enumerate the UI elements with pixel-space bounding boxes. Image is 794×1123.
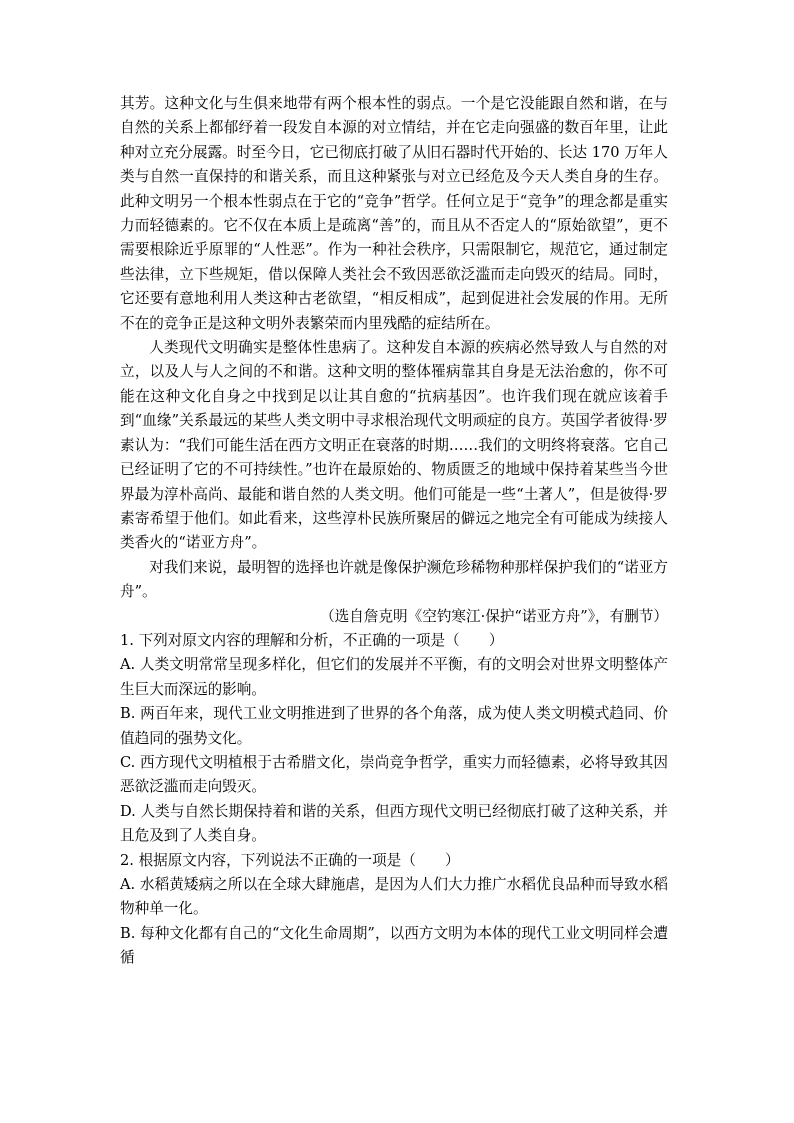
question-2 (120, 849, 668, 971)
question-2-option-a: A. 水稻黄矮病之所以在全球大肆施虐，是因为人们大力推广水稻优良品种而导致水稻物种单一化。 (120, 876, 668, 918)
question-1-option-b: B. 两百年来，现代工业文明推进到了世界的各个角落，成为使人类文明模式趋同、价值趋同的强势文化。 (120, 705, 668, 747)
question-1 (120, 629, 668, 849)
question-1-option-d: D. 人类与自然长期保持着和谐的关系，但西方现代文明已经彻底打破了这种关系，并且危及到了人类自身。 (120, 802, 668, 845)
question-1-option-a: A. 人类文明常常呈现多样化，但它们的发展并不平衡，有的文明会对世界文明整体产生巨大而深远的影响。 (120, 656, 668, 698)
question-2-option-b: B. 每种文化都有自己的“文化生命周期”，以西方文明为本体的现代工业文明同样会遭循 (120, 924, 668, 967)
question-2-stem: 2. 根据原文内容，下列说法不正确的一项是（ ） (120, 851, 460, 869)
question-1-option-c: C. 西方现代文明植根于古希腊文化，崇尚竞争哲学，重实力而轻德素，必将导致其因恶欲泛滥而走向毁灭。 (120, 753, 668, 796)
question-1-stem: 1. 下列对原文内容的理解和分析，不正确的一项是（ ） (120, 631, 504, 649)
source-citation: （选自詹克明《空钓寒江·保护“诺亚方舟”》，有删节） (320, 607, 668, 625)
article-body (120, 92, 668, 971)
article-paragraph-3: 对我们来说，最明智的选择也许就是像保护濒危珍稀物种那样保护我们的“诺亚方舟”。 (120, 558, 668, 601)
article-paragraph-2: 人类现代文明确实是整体性患病了。这种发自本源的疾病必然导致人与自然的对立，以及人与人之间的不和谐。这种文明的整体罹病靠其自身是无法治愈的，你不可能在这种文化自身之中找到足以让其自愈的“抗病基因”。也许我们现在就应该着手到“血缘”关系最远的某些人类文明中寻求根治现代文明顽症的良方。英国学者彼得·罗素认为：“我们可能生活在西方文明正在衰落的时期……我们的文明终将衰落。它自己已经证明了它的不可持续性。”也许在最原始的、物质匮乏的地域中保持着某些当今世界最为淳朴高尚、最能和谐自然的人类文明。他们可能是一些“土著人”，但是彼得·罗素寄希望于他们。如此看来，这些淳朴民族所聚居的僻远之地完全有可能成为续接人类香火的“诺亚方舟”。 (120, 339, 668, 552)
article-paragraph-1: 其芳。这种文化与生俱来地带有两个根本性的弱点。一个是它没能跟自然和谐，在与自然的关系上都郁纾着一段发自本源的对立情结，并在它走向强盛的数百年里，让此种对立充分展露。时至今日，它已彻底打破了从旧石器时代开始的、长达 170 万年人类与自然一直保持的和谐关系，而且这种紧张与对立已经危及今天人类自身的生存。此种文明另一个根本性弱点在于它的“竞争”哲学。任何立足于“竞争”的理念都是重实力而轻德素的。它不仅在本质上是疏离“善”的，而且从不否定人的“原始欲望”，更不需要根除近乎原罪的“人性恶”。作为一种社会秩序，只需限制它，规范它，通过制定些法律，立下些规矩，借以保障人类社会不致因恶欲泛滥而走向毁灭的结局。同时，它还要有意地利用人类这种古老欲望，“相反相成”，起到促进社会发展的作用。无所不在的竞争正是这种文明外表繁荣而内里残酷的症结所在。 (120, 95, 668, 332)
